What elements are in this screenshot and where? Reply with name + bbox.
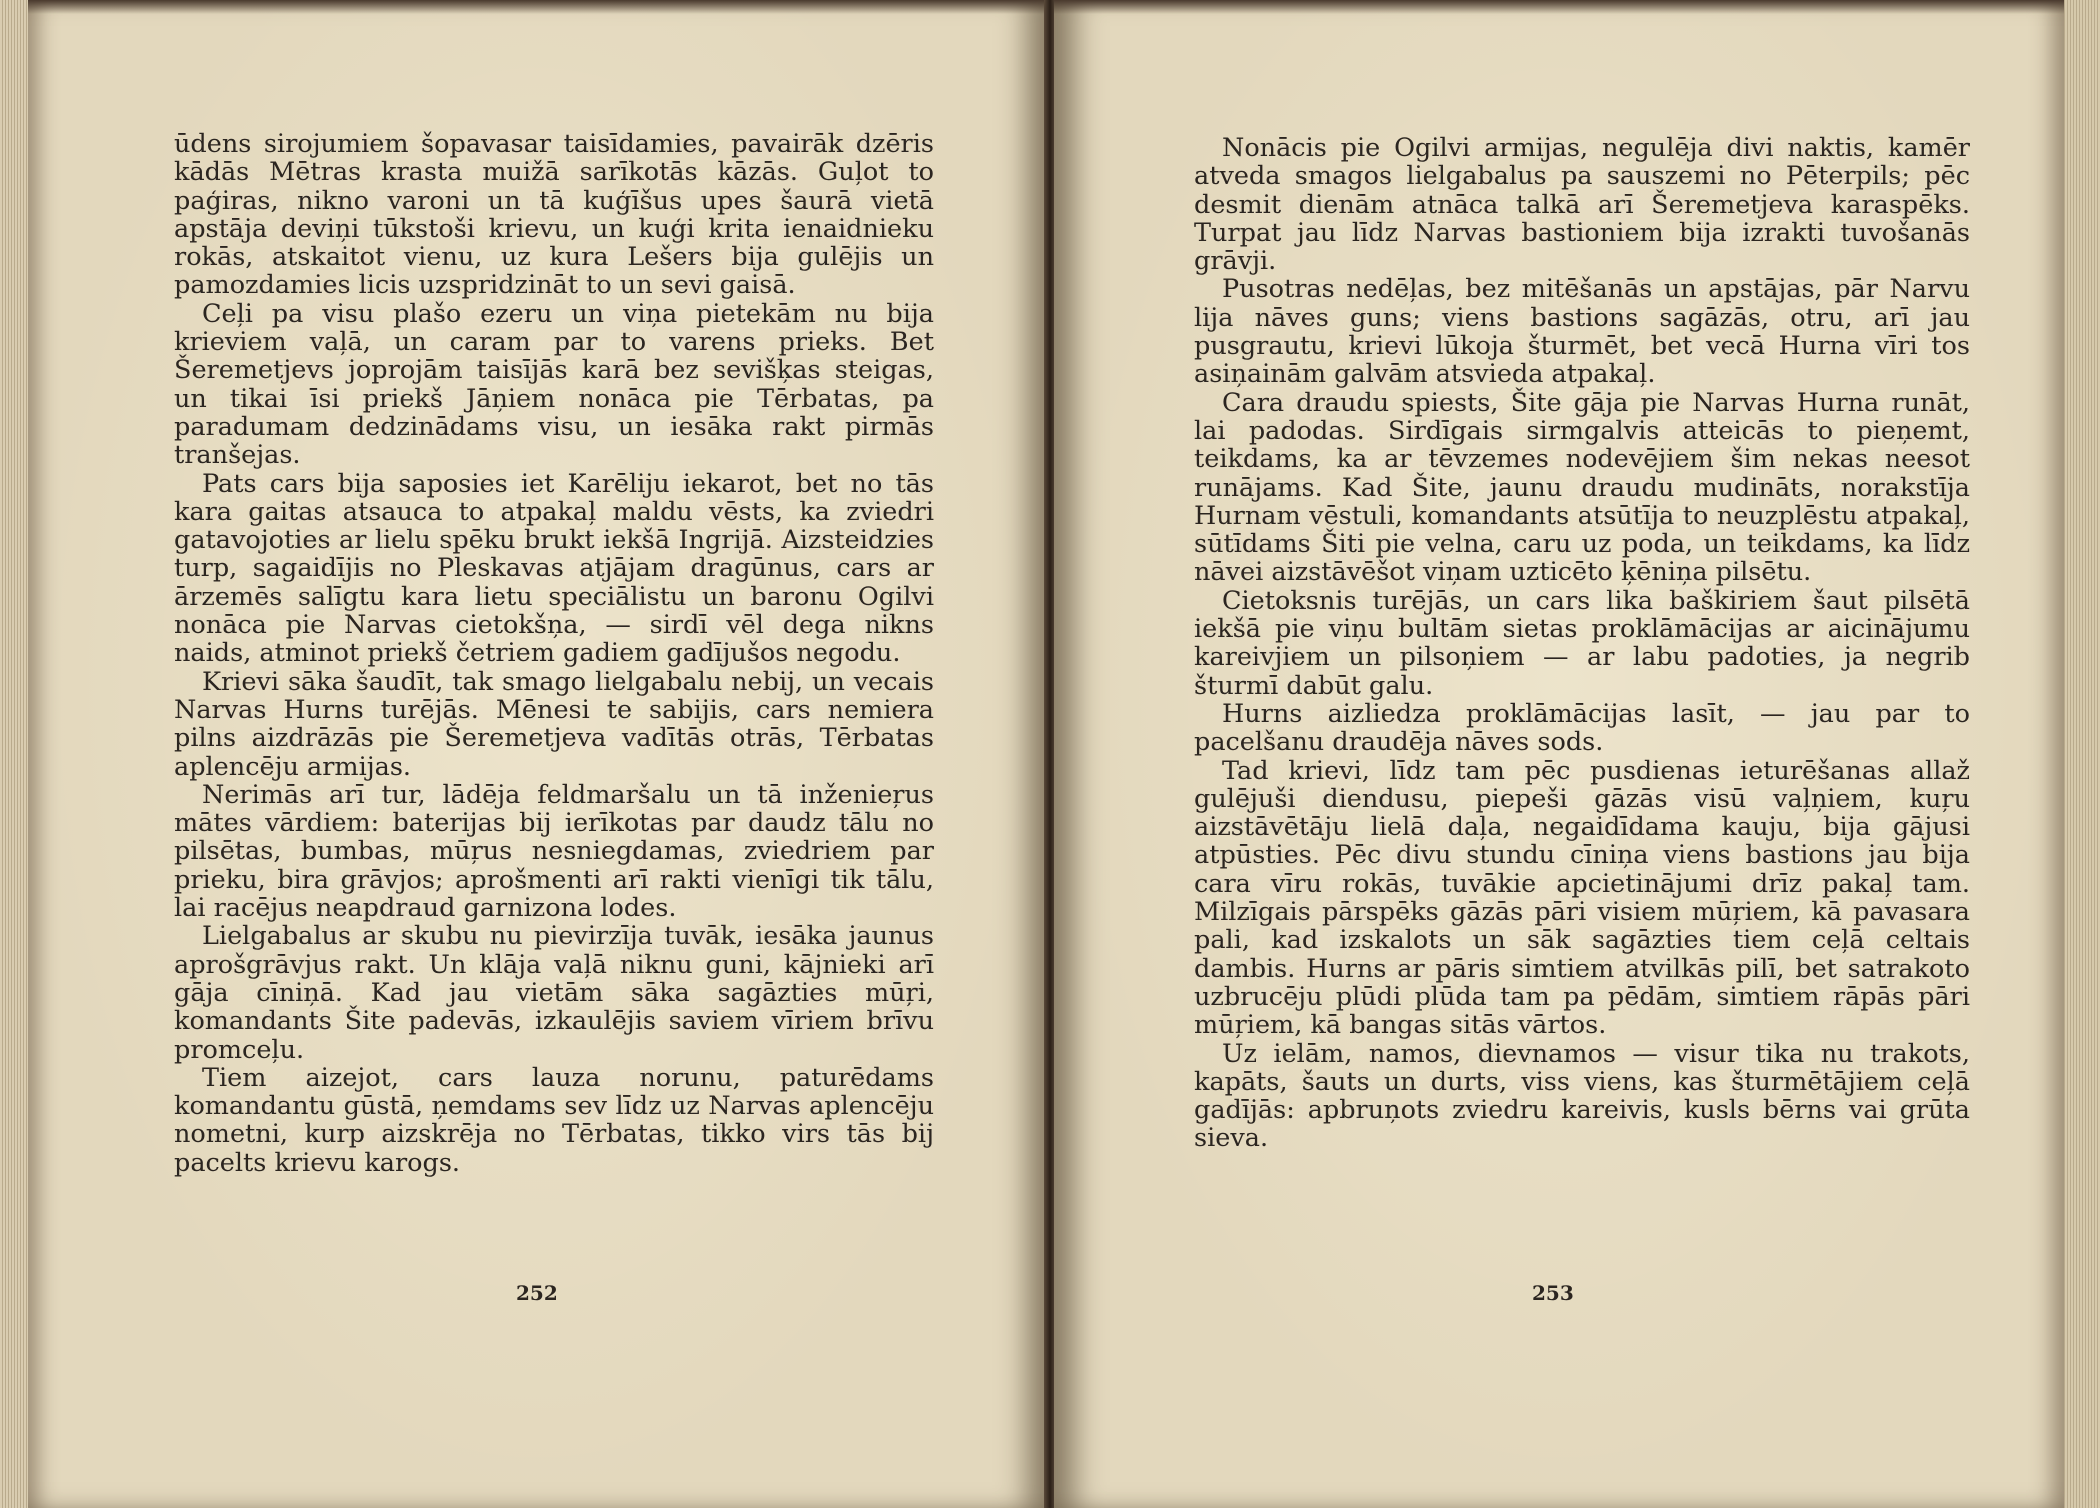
top-shadow	[1054, 0, 2066, 14]
paragraph: Cara draudu spiests, Šite gāja pie Narvas Hurna runāt, lai padodas. Sirdīgais sirmgalvis atteicās to pieņemt, teikdams, ka ar tēvzemes nodevējiem šim nekas neesot runājams. Kad Šite, jaunu draudu mudināts, norakstīja Hurnam vēstuli, komandants atsūtīja to neuzplēstu atpakaļ, sūtīdams Šiti pie velna, caru uz poda, un teikdams, ka līdz nāvei aizstāvēšot viņam uzticēto ķēniņa pilsētu.	[1194, 387, 1970, 588]
paragraph: Tad krievi, līdz tam pēc pusdienas ieturēšanas allaž gulējuši diendusu, piepeši gāzās visū vaļņiem, kuŗu aizstāvētāju lielā daļa, negaidīdama kauju, bija gājusi atpūsties. Pēc divu stundu cīniņa viens bastions jau bija cara vīru rokās, tuvākie apcietinājumi drīz pakaļ tam. Milzīgais pārspēks gāzās pāri visiem mūŗiem, kā pavasara pali, kad izskalots un sāk sagāzties tiem ceļā celtais dambis. Hurns ar pāris simtiem atvilkās pilī, bet satrakoto uzbrucēju plūdi plūda tam pa pēdām, simtiem rāpās pāri mūŗiem, kā bangas sitās vārtos.	[1194, 755, 1970, 1041]
paragraph: Pusotras nedēļas, bez mitēšanās un apstājas, pār Narvu lija nāves guns; viens bastions sagāzās, otru, arī jau pusgrautu, krievi lūkoja šturmēt, bet vecā Hurna vīri tos asiņainām galvām atsvieda atpakaļ.	[1194, 274, 1970, 390]
paragraph: Uz ielām, namos, dievnamos — visur tika nu trakots, kapāts, šauts un durts, viss viens, kas šturmētājiem ceļā gadījās: apbruņots zviedru kareivis, kusls bērns vai grūta sieva.	[1194, 1038, 1970, 1154]
paragraph: Pats cars bija saposies iet Karēliju iekarot, bet no tās kara gaitas atsauca to atpakaļ maldu vēsts, ka zviedri gatavojoties ar lielu spēku brukt iekšā Ingrijā. Aizsteidzies turp, sagaidījis no Pleskavas atjājam dragūnus, cars ar ārzemēs salīgtu kara lietu speciālistu un baronu Ogilvi nonāca pie Narvas cietokšņa, — sirdī vēl dega nikns naids, atminot priekš četriem gadiem gadījušos negodu.	[174, 468, 934, 669]
left-page	[28, 0, 1046, 1508]
right-page	[1054, 0, 2066, 1508]
paragraph: Cietoksnis turējās, un cars lika baškiriem šaut pilsētā iekšā pie viņu bultām sietas proklāmācijas ar aicinājumu kareivjiem un pilsoņiem — ar labu padoties, ja negrib šturmī dabūt galu.	[1194, 585, 1970, 701]
left-page-text	[174, 130, 934, 1177]
top-shadow	[28, 0, 1046, 14]
paragraph: Nerimās arī tur, lādēja feldmaršalu un tā inženieŗus mātes vārdiem: baterijas bij ierīkotas par daudz tālu no pilsētas, bumbas, mūŗus nesniegdamas, zviedriem par prieku, bira grāvjos; aprošmenti arī rakti vienīgi tik tālu, lai racējus neapdraud garnizona lodes.	[174, 779, 934, 924]
right-page-text	[1194, 134, 1970, 1153]
page-edges-left	[0, 0, 30, 1508]
paragraph: Tiem aizejot, cars lauza norunu, paturēdams komandantu gūstā, ņemdams sev līdz uz Narvas aplencēju nometni, kurp aizskrēja no Tērbatas, tikko virs tās bij pacelts krievu karogs.	[174, 1062, 934, 1178]
paragraph: Ceļi pa visu plašo ezeru un viņa pietekām nu bija krieviem vaļā, un caram par to varens prieks. Bet Šeremetjevs joprojām taisījās karā bez sevišķas steigas, un tikai īsi priekš Jāņiem nonāca pie Tērbatas, pa paradumam dedzinādams visu, un iesāka rakt pirmās tranšejas.	[174, 298, 934, 471]
paragraph: ūdens sirojumiem šopavasar taisīdamies, pavairāk dzēris kādās Mētras krasta muižā sarīkotās kāzās. Guļot to paģiras, nikno varoni un tā kuģīšus upes šaurā vietā apstāja deviņi tūkstoši krievu, un kuģi krita ienaidnieku rokās, atskaitot vienu, uz kura Lešers bija gulējis un pamozdamies licis uzspridzināt to un sevi gaisā.	[174, 129, 934, 301]
paragraph: Lielgabalus ar skubu nu pievirzīja tuvāk, iesāka jaunus aprošgrāvjus rakt. Un klāja vaļā niknu guni, kājnieki arī gāja cīniņā. Kad jau vietām sāka sagāzties mūŗi, komandants Šite padevās, izkaulējis saviem vīriem brīvu promceļu.	[174, 921, 934, 1065]
paragraph: Krievi sāka šaudīt, tak smago lielgabalu nebij, un vecais Narvas Hurns turējās. Mēnesi te sabijis, cars nemiera pilns aizdrāzās pie Šeremetjeva vadītās otrās, Tērbatas aplencēju armijas.	[174, 666, 934, 782]
page-number: 252	[516, 1281, 558, 1305]
paragraph: Hurns aizliedza proklāmācijas lasīt, — jau par to pacelšanu draudēja nāves sods.	[1194, 698, 1970, 758]
page-edges-right	[2064, 0, 2100, 1508]
page-number: 253	[1532, 1281, 1574, 1305]
paragraph: Nonācis pie Ogilvi armijas, negulēja divi naktis, kamēr atveda smagos lielgabalus pa sauszemi no Pēterpils; pēc desmit dienām atnāca talkā arī Šeremetjeva karaspēks. Turpat jau līdz Narvas bastioniem bija izrakti tuvošanās grāvji.	[1194, 133, 1970, 277]
